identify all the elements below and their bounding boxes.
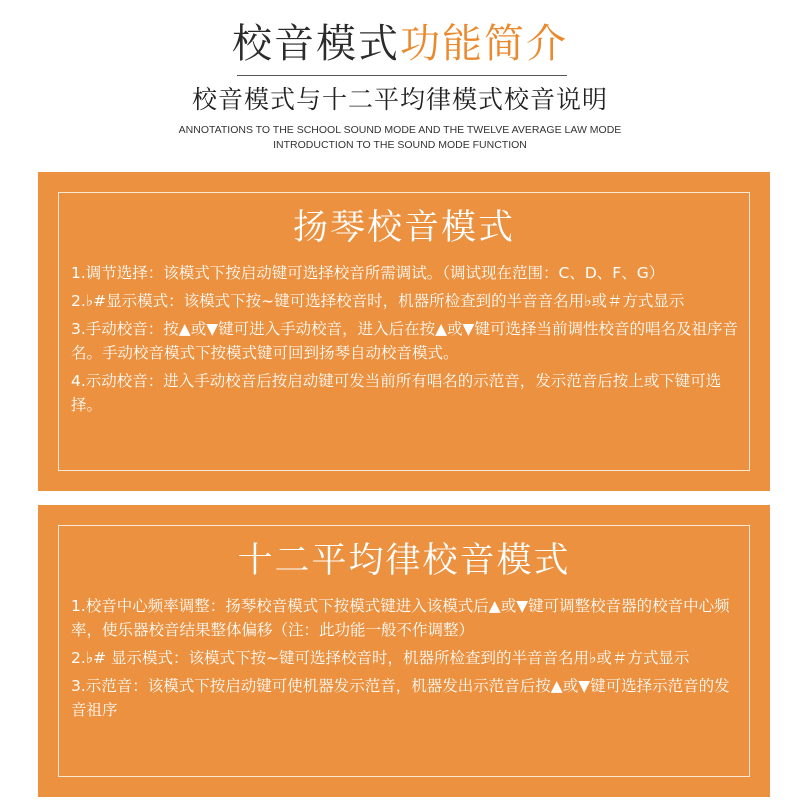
item-list [59,261,749,417]
page-title-part1: 校音模式 [232,21,400,67]
title-underline [237,75,567,76]
list-item: 2.♭#显示模式：该模式下按~键可选择校音时，机器所检查到的半音音名用♭或＃方式显示 [71,292,685,310]
section-panel-yangqin [38,172,770,491]
section-panel-twelve-tone [38,505,770,797]
page-subtitle: 校音模式与十二平均律模式校音说明 [191,85,608,114]
section-title: 扬琴校音模式 [292,208,515,248]
section-title: 十二平均律校音模式 [237,541,571,581]
english-caption-line-2: INTRODUCTION TO THE SOUND MODE FUNCTION [273,139,527,151]
list-item: 3.示范音：该模式下按启动键可使机器发示范音，机器发出示范音后按▲或▼键可选择示范音的发音祖序 [71,677,730,719]
section-panel-frame [58,192,750,471]
page-header [0,0,800,165]
page-title-part2: 功能简介 [400,21,568,67]
section-panel-frame [58,525,750,777]
english-caption-line-1: ANNOTATIONS TO THE SCHOOL SOUND MODE AND THE TWELVE AVERAGE LAW MODE [178,124,622,136]
list-item: 1.校音中心频率调整：扬琴校音模式下按模式键进入该模式后▲或▼键可调整校音器的校音中心频率，使乐器校音结果整体偏移（注：此功能一般不作调整） [71,597,730,639]
item-list [59,594,749,722]
list-item: 3.手动校音：按▲或▼键可进入手动校音，进入后在按▲或▼键可选择当前调性校音的唱名及祖序音名。手动校音模式下按模式键可回到扬琴自动校音模式。 [71,320,738,362]
list-item: 4.示动校音：进入手动校音后按启动键可发当前所有唱名的示范音，发示范音后按上或下键可选择。 [71,372,722,414]
list-item: 1.调节选择：该模式下按启动键可选择校音所需调试。（调试现在范围：C、D、F、G） [71,264,665,282]
list-item: 2.♭# 显示模式：该模式下按~键可选择校音时，机器所检查到的半音音名用♭或＃方式显示 [71,649,690,667]
page-title [0,18,800,70]
english-caption [0,123,800,153]
